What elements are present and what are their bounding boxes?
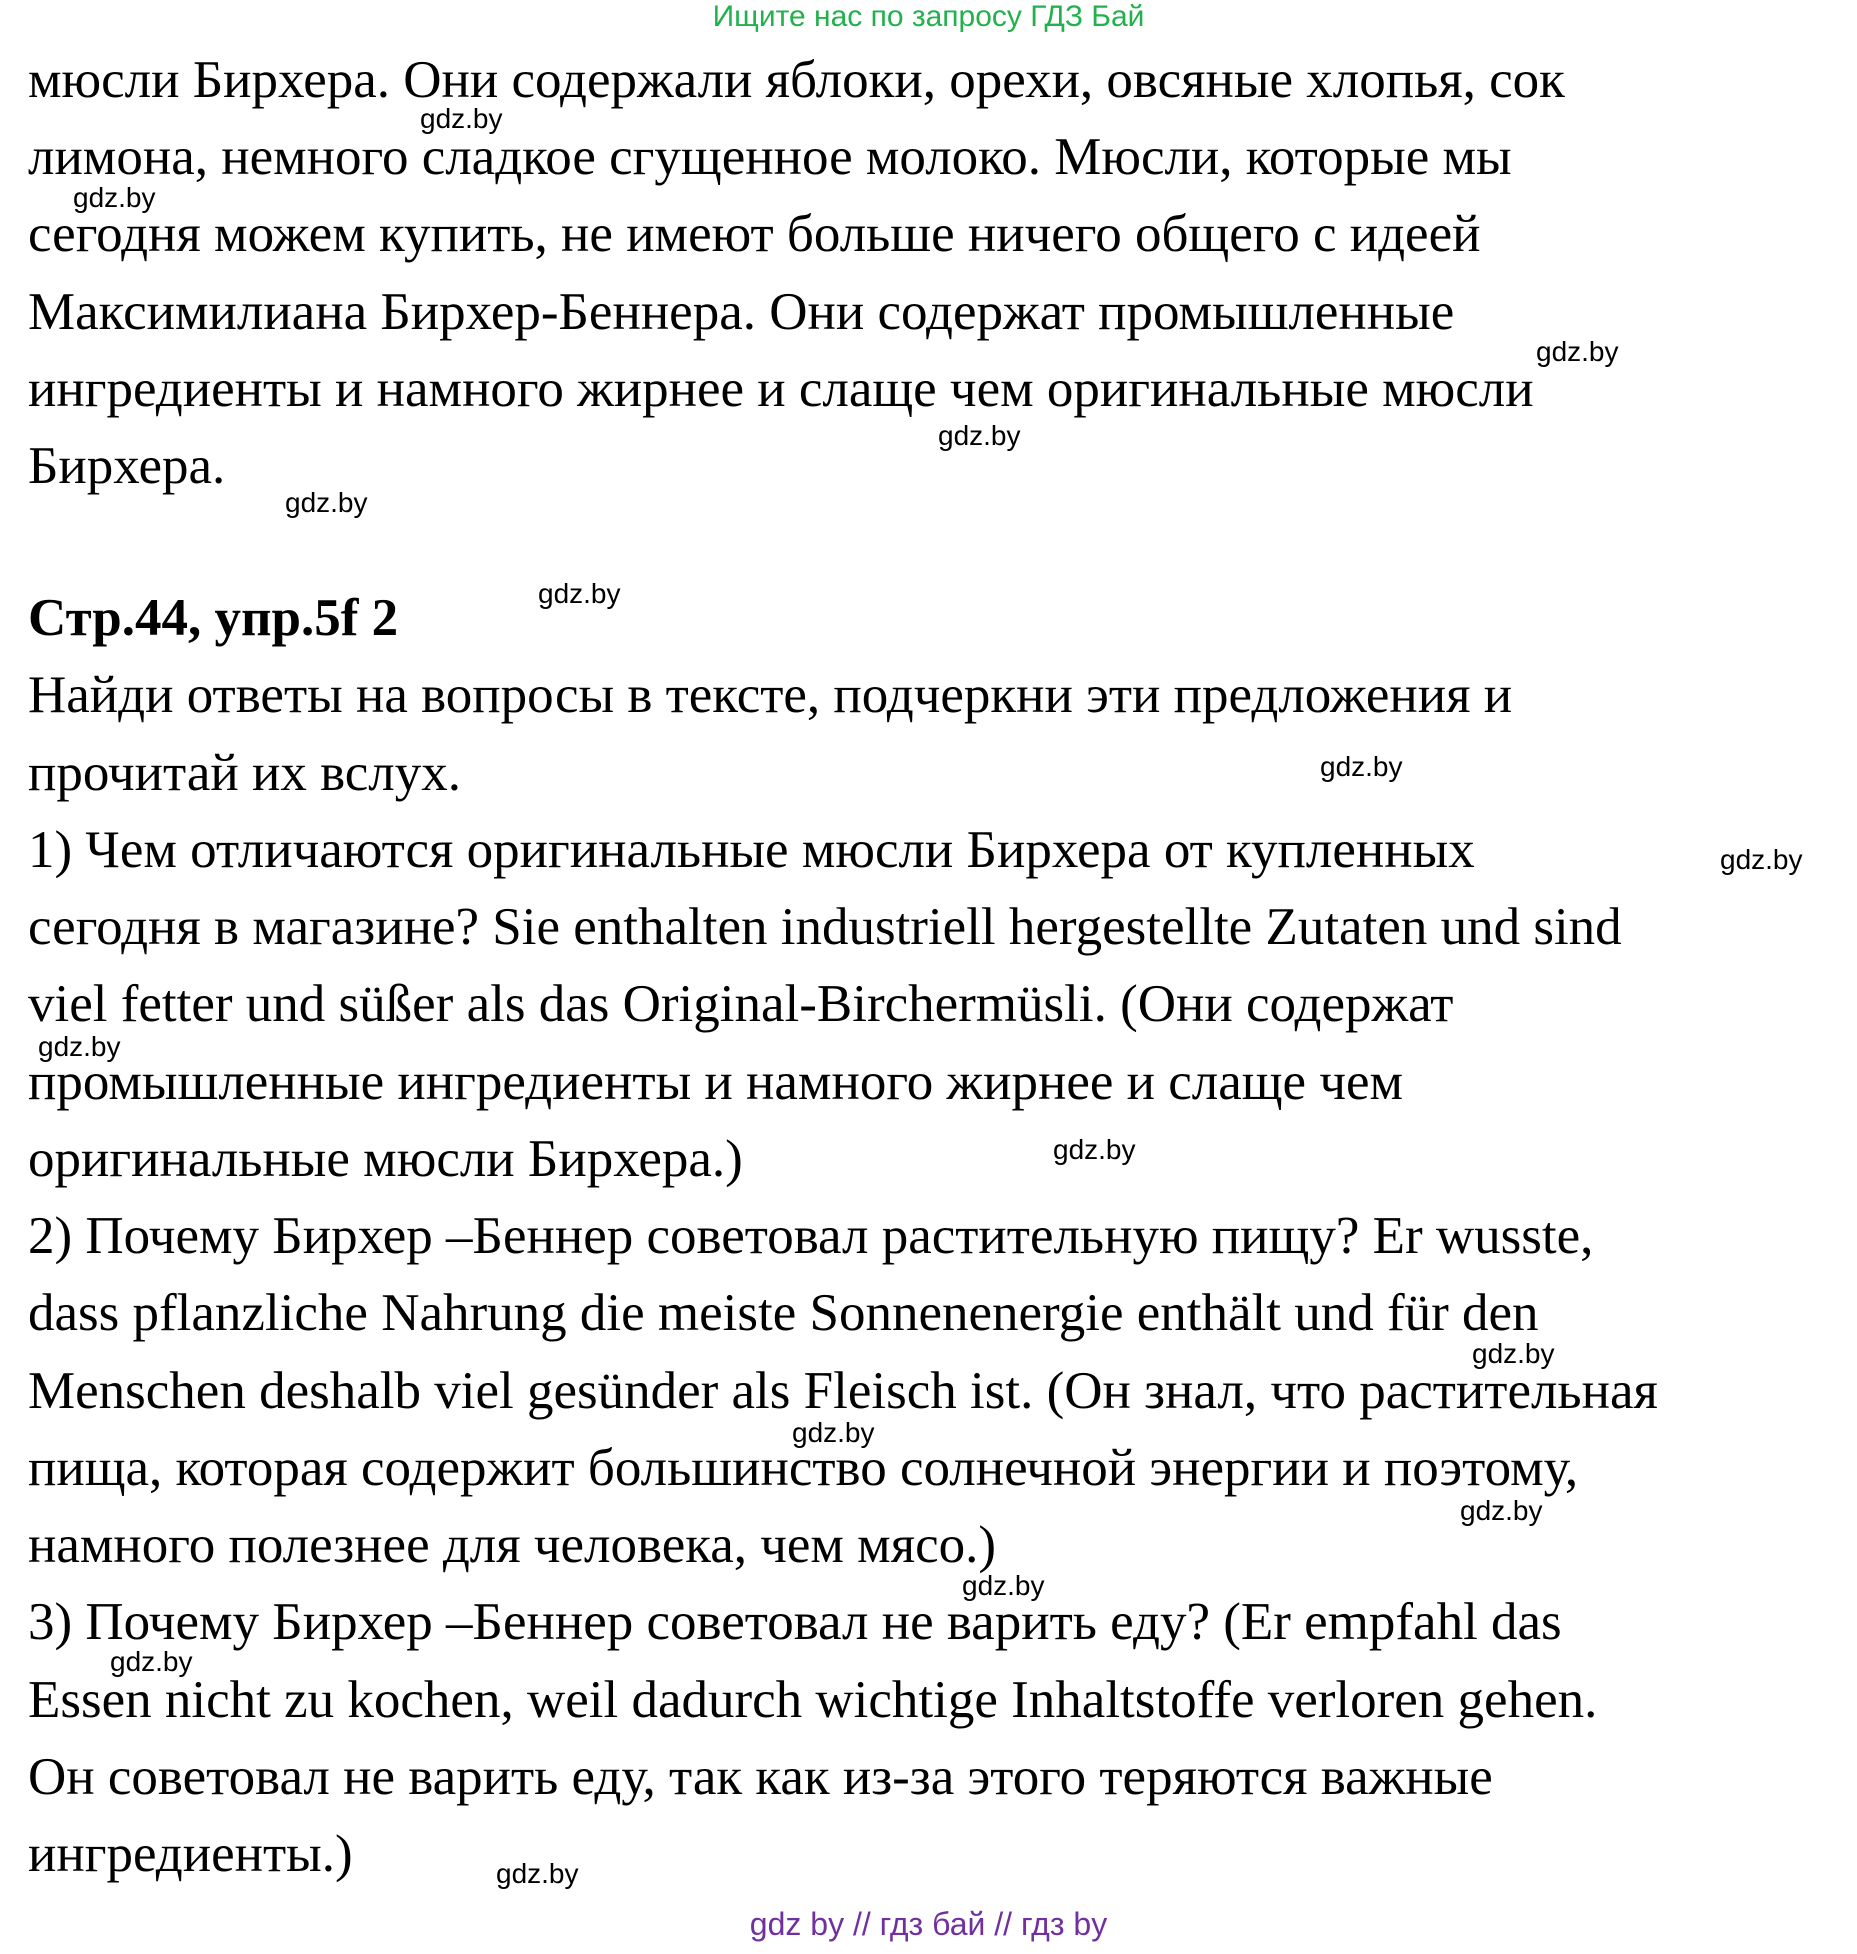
watermark: gdz.by xyxy=(38,1031,121,1062)
answer-line: ингредиенты.) xyxy=(28,1825,353,1883)
intro-line: лимона, немного сладкое сгущенное молоко. Мюсли, которые мы xyxy=(28,128,1512,186)
watermark: gdz.by xyxy=(938,420,1021,451)
answer-line: промышленные ингредиенты и намного жирнее и слаще чем xyxy=(28,1053,1404,1111)
watermark: gdz.by xyxy=(420,103,503,134)
watermark: gdz.by xyxy=(962,1570,1045,1601)
watermark: gdz.by xyxy=(1720,844,1803,875)
task-line: прочитай их вслух. xyxy=(28,744,462,802)
exercise-heading: Стр.44, упр.5f 2 xyxy=(28,589,399,647)
answer-line: viel fetter und süßer als das Original-Birchermüsli. (Они содержат xyxy=(28,975,1454,1033)
watermark: gdz.by xyxy=(496,1858,579,1889)
watermark: gdz.by xyxy=(110,1646,193,1677)
watermark: gdz.by xyxy=(1472,1338,1555,1369)
footer-site-links: gdz by // гдз бай // гдз by xyxy=(749,1906,1108,1942)
answer-line: 1) Чем отличаются оригинальные мюсли Бирхера от купленных xyxy=(28,821,1475,879)
watermark: gdz.by xyxy=(1320,751,1403,782)
answer-line: Essen nicht zu kochen, weil dadurch wichtige Inhaltstoffe verloren gehen. xyxy=(28,1671,1598,1729)
search-hint-banner: Ищите нас по запросу ГДЗ Бай xyxy=(712,0,1145,33)
watermark: gdz.by xyxy=(1536,336,1619,367)
intro-line: мюсли Бирхера. Они содержали яблоки, орехи, овсяные хлопья, сок xyxy=(28,51,1565,109)
watermark: gdz.by xyxy=(1053,1134,1136,1165)
answer-line: 2) Почему Бирхер –Беннер советовал растительную пищу? Er wusste, xyxy=(28,1207,1594,1265)
watermark: gdz.by xyxy=(538,578,621,609)
watermark: gdz.by xyxy=(73,182,156,213)
intro-line: ингредиенты и намного жирнее и слаще чем оригинальные мюсли xyxy=(28,360,1534,418)
task-line: Найди ответы на вопросы в тексте, подчеркни эти предложения и xyxy=(28,666,1513,724)
intro-line: сегодня можем купить, не имеют больше ничего общего с идеей xyxy=(28,205,1481,263)
answer-line: 3) Почему Бирхер –Беннер советовал не варить еду? (Er empfahl das xyxy=(28,1593,1562,1651)
answer-line: намного полезнее для человека, чем мясо.) xyxy=(28,1516,997,1574)
answer-line: dass pflanzliche Nahrung die meiste Sonnenenergie enthält und für den xyxy=(28,1284,1539,1342)
answer-line: оригинальные мюсли Бирхера.) xyxy=(28,1130,743,1188)
answer-line: пища, которая содержит большинство солнечной энергии и поэтому, xyxy=(28,1439,1579,1497)
watermark: gdz.by xyxy=(792,1417,875,1448)
answer-line: Он советовал не варить еду, так как из-за этого теряются важные xyxy=(28,1748,1493,1806)
answer-line: Menschen deshalb viel gesünder als Fleisch ist. (Он знал, что растительная xyxy=(28,1362,1658,1420)
watermark: gdz.by xyxy=(1460,1495,1543,1526)
answer-line: сегодня в магазине? Sie enthalten industriell hergestellte Zutaten und sind xyxy=(28,898,1622,956)
intro-line: Максимилиана Бирхер-Беннера. Они содержат промышленные xyxy=(28,283,1455,341)
watermark: gdz.by xyxy=(285,487,368,518)
intro-line: Бирхера. xyxy=(28,437,226,495)
